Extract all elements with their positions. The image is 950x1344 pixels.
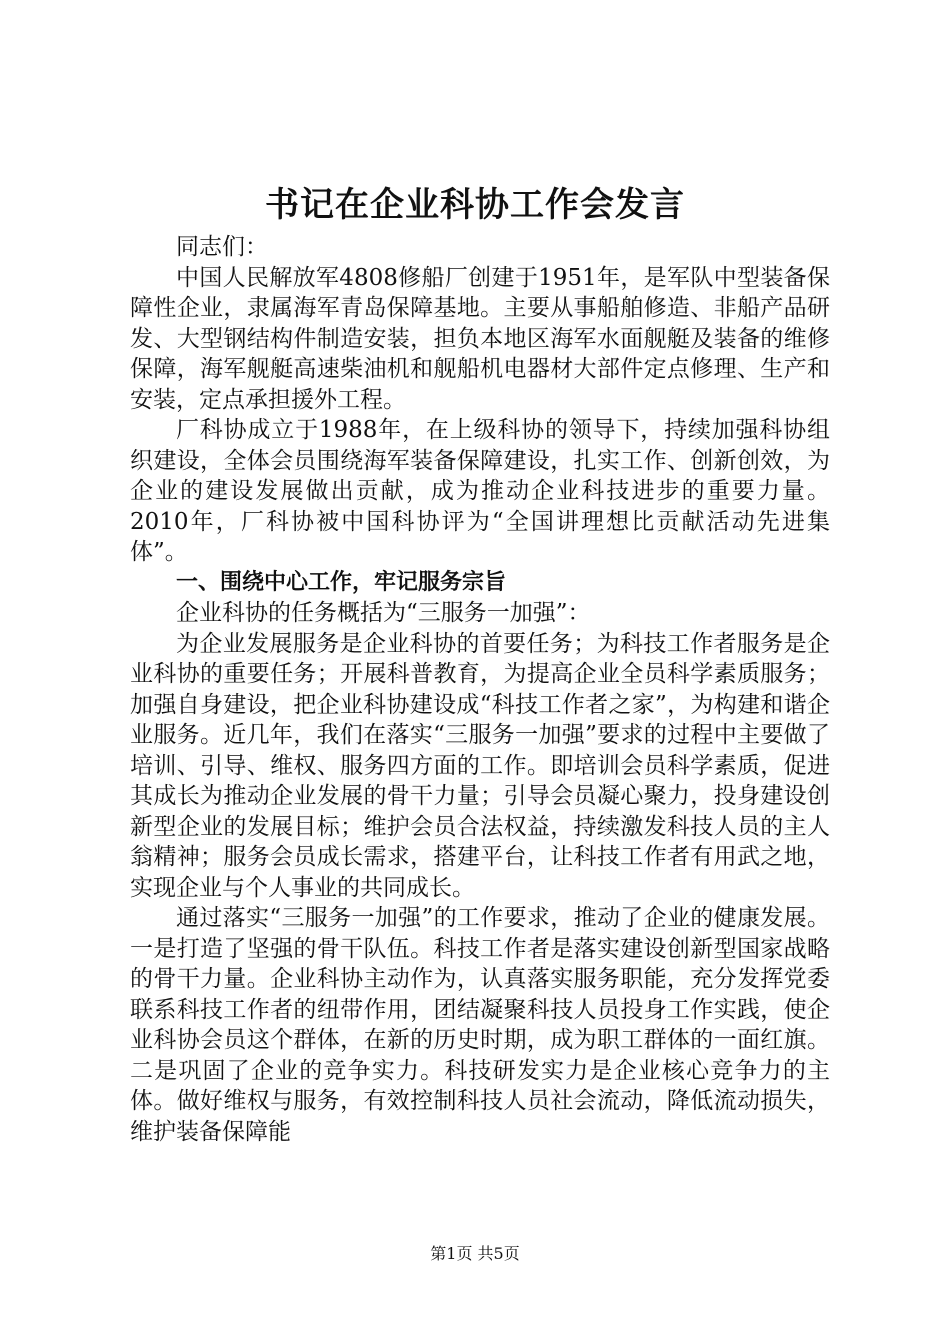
paragraph-results: 通过落实“三服务一加强”的工作要求，推动了企业的健康发展。一是打造了坚强的骨干队伍。科技工作者是落实建设创新型国家战略的骨干力量。企业科协主动作为，认真落实服务职能，充分发挥党委联系科技工作者的纽带作用，团结凝聚科技人员投身工作实践，使企业科协会员这个群体，在新的历史时期，成为职工群体的一面红旗。二是巩固了企业的竞争实力。科技研发实力是企业核心竞争力的主体。做好维权与服务，有效控制科技人员社会流动，降低流动损失，维护装备保障能 xyxy=(130,905,830,1145)
paragraph-intro-association: 厂科协成立于1988年，在上级科协的领导下，持续加强科协组织建设，全体会员围绕海军装备保障建设，扎实工作、创新创效，为企业的建设发展做出贡献，成为推动企业科技进步的重要力量。2010年，厂科协被中国科协评为“全国讲理想比贡献活动先进集体”。 xyxy=(130,417,830,565)
salutation: 同志们： xyxy=(176,234,268,260)
paragraph-intro-factory: 中国人民解放军4808修船厂创建于1951年，是军队中型装备保障性企业，隶属海军青岛保障基地。主要从事船舶修造、非船产品研发、大型钢结构件制造安装，担负本地区海军水面舰艇及装备的维修保障，海军舰艇高速柴油机和舰船机电器材大部件定点修理、生产和安装，定点承担援外工程。 xyxy=(130,264,830,413)
paragraph-task-summary: 企业科协的任务概括为“三服务一加强”： xyxy=(176,600,591,626)
section-heading: 一、围绕中心工作，牢记服务宗旨 xyxy=(176,569,507,595)
page-footer: 第1页 共5页 xyxy=(430,1244,520,1263)
paragraph-service-tasks: 为企业发展服务是企业科协的首要任务；为科技工作者服务是企业科协的重要任务；开展科普教育，为提高企业全员科学素质服务；加强自身建设，把企业科协建设成“科技工作者之家”，为构建和谐企业服务。近几年，我们在落实“三服务一加强”要求的过程中主要做了培训、引导、维权、服务四方面的工作。即培训会员科学素质，促进其成长为推动企业发展的骨干力量；引导会员凝心聚力，投身建设创新型企业的发展目标；维护会员合法权益，持续激发科技人员的主人翁精神；服务会员成长需求，搭建平台，让科技工作者有用武之地，实现企业与个人事业的共同成长。 xyxy=(130,630,830,901)
document-title: 书记在企业科协工作会发言 xyxy=(265,185,685,225)
document-body xyxy=(130,232,830,1147)
